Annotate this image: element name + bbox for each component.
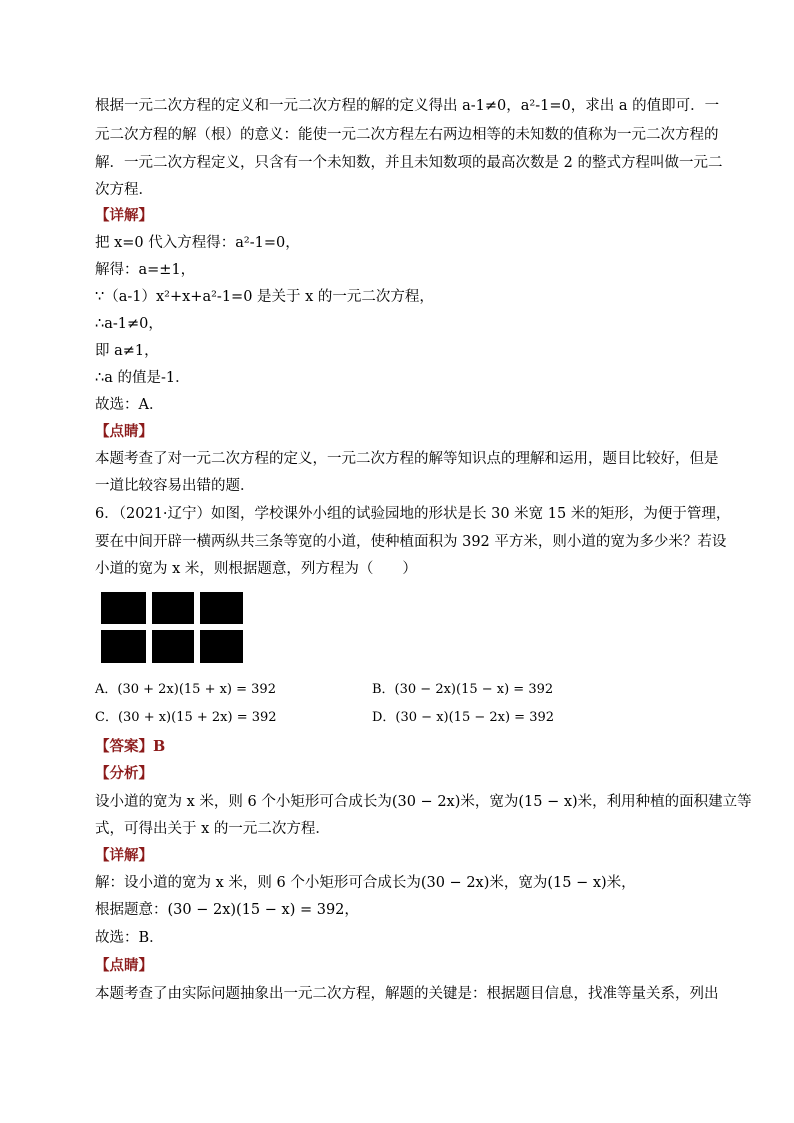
option-b: B．(30 − 2x)(15 − x) = 392 — [372, 682, 554, 697]
garden-diagram — [101, 592, 243, 663]
text-line: 设小道的宽为 x 米，则 6 个小矩形可合成长为(30 − 2x)米，宽为(15 − x)米，利用种植的面积建立等 — [95, 794, 752, 810]
vertical-path — [146, 592, 152, 663]
option-c: C．(30 + x)(15 + 2x) = 392 — [95, 710, 277, 725]
section-heading: 【详解】 — [95, 207, 153, 224]
option-a: A．(30 + 2x)(15 + x) = 392 — [95, 682, 276, 697]
section-heading: 【分析】 — [95, 765, 153, 782]
text-line: 解．一元二次方程定义，只含有一个未知数，并且未知数项的最高次数是 2 的整式方程叫做一元二 — [95, 155, 723, 171]
text-line: 根据一元二次方程的定义和一元二次方程的解的定义得出 a-1≠0，a²-1=0，求出 a 的值即可．一 — [95, 98, 720, 114]
text-line: 把 x=0 代入方程得：a²-1=0， — [95, 235, 300, 251]
text-line: 本题考查了由实际问题抽象出一元二次方程，解题的关键是：根据题目信息，找准等量关系，列出 — [95, 986, 719, 1002]
section-heading: 【详解】 — [95, 847, 153, 864]
section-heading: 【点睛】 — [95, 423, 153, 440]
question-line: 要在中间开辟一横两纵共三条等宽的小道，使种植面积为 392 平方米，则小道的宽为多少米？若设 — [95, 534, 727, 550]
text-line: 即 a≠1， — [95, 343, 159, 359]
text-line: 解：设小道的宽为 x 米，则 6 个小矩形可合成长为(30 − 2x)米，宽为(15 − x)米， — [95, 875, 636, 891]
question-line: 小道的宽为 x 米，则根据题意，列方程为（ ） — [95, 561, 417, 577]
vertical-path — [194, 592, 200, 663]
text-line: 一道比较容易出错的题． — [95, 478, 255, 494]
text-line: ∴a 的值是-1． — [95, 370, 190, 386]
text-line: 故选：A． — [95, 397, 164, 413]
text-line: 本题考查了对一元二次方程的定义，一元二次方程的解等知识点的理解和运用，题目比较好，但是 — [95, 451, 719, 467]
answer-heading: 【答案】B — [95, 738, 166, 755]
text-line: 次方程． — [95, 182, 153, 198]
text-line: 故选：B． — [95, 930, 164, 946]
text-line: 式，可得出关于 x 的一元二次方程． — [95, 821, 330, 837]
text-line: 解得：a=±1， — [95, 262, 196, 278]
text-line: ∵（a-1）x²+x+a²-1=0 是关于 x 的一元二次方程， — [95, 289, 434, 305]
option-d: D．(30 − x)(15 − 2x) = 392 — [372, 710, 555, 725]
text-line: 元二次方程的解（根）的意义：能使一元二次方程左右两边相等的未知数的值称为一元二次方程的 — [95, 127, 719, 143]
section-heading: 【点睛】 — [95, 957, 153, 974]
question-line: 6．（2021·辽宁）如图，学校课外小组的试验园地的形状是长 30 米宽 15 米的矩形，为便于管理， — [95, 506, 731, 522]
horizontal-path — [101, 624, 243, 630]
text-line: ∴a-1≠0， — [95, 316, 163, 332]
text-line: 根据题意：(30 − 2x)(15 − x) = 392， — [95, 902, 359, 918]
